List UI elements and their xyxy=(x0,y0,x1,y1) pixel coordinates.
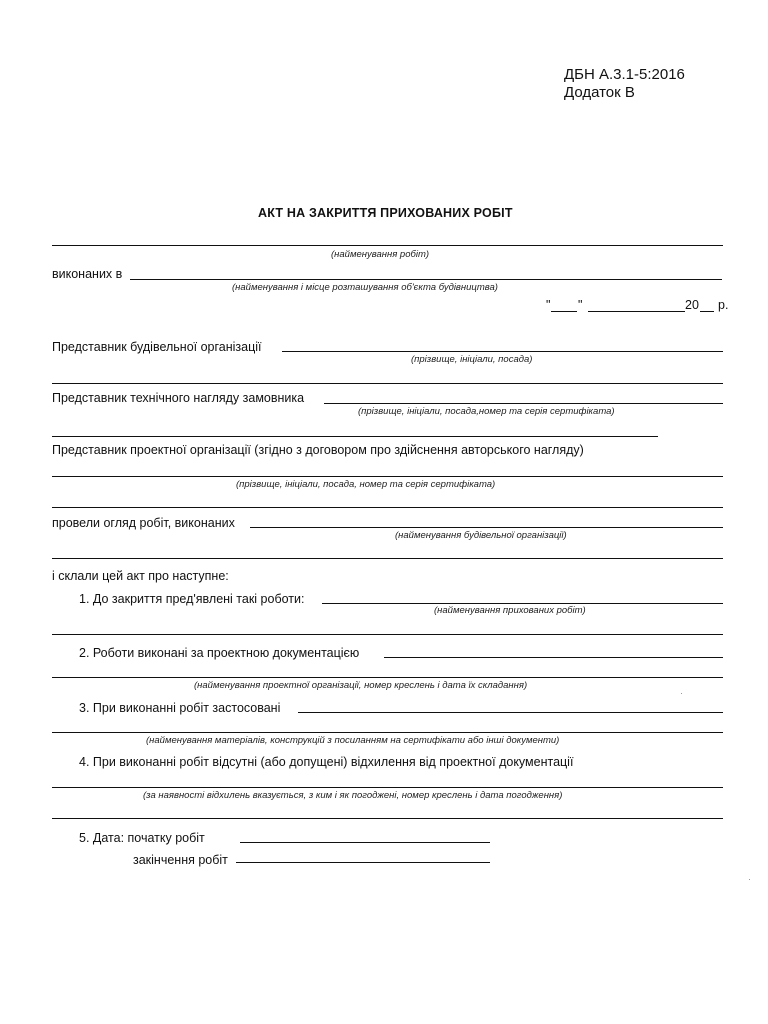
hidden-works-caption: (найменування прихованих робіт) xyxy=(434,605,586,616)
year-suffix: р. xyxy=(718,298,729,312)
design-doc-line[interactable] xyxy=(384,657,723,658)
date-quote-close: " xyxy=(578,298,583,312)
act-intro: і склали цей акт про наступне: xyxy=(52,569,229,583)
works-name-caption: (найменування робіт) xyxy=(331,249,430,260)
item4-label: 4. При виконанні робіт відсутні (або допущені) відхилення від проектної документації xyxy=(79,755,574,769)
item1-label: 1. До закриття пред'явлені такі роботи: xyxy=(79,592,305,606)
item3-label: 3. При виконанні робіт застосовані xyxy=(79,701,281,715)
item5-end-label: закінчення робіт xyxy=(133,853,228,867)
scan-speck xyxy=(749,879,750,880)
materials-extra-line[interactable] xyxy=(52,732,723,733)
date-year-line[interactable] xyxy=(700,311,714,312)
object-name-caption: (найменування і місце розташування об'єкта будівництва) xyxy=(232,282,498,293)
design-doc-extra-line[interactable] xyxy=(52,677,723,678)
builder-rep-extra-line[interactable] xyxy=(52,383,723,384)
executed-in-label: виконаних в xyxy=(52,267,123,281)
design-org-caption: (найменування проектної організації, номер креслень і дата їх складання) xyxy=(194,680,528,691)
builder-org-line[interactable] xyxy=(250,527,723,528)
materials-caption: (найменування матеріалів, конструкцій з посиланням на сертифікати або інші документи) xyxy=(146,735,560,746)
date-day-line[interactable] xyxy=(551,311,577,312)
tech-supervision-caption: (прізвище, ініціали, посада,номер та серія сертифіката) xyxy=(358,406,615,417)
materials-line[interactable] xyxy=(298,712,723,713)
year-prefix: 20 xyxy=(685,298,699,312)
item2-label: 2. Роботи виконані за проектною документацією xyxy=(79,646,360,660)
hidden-works-line[interactable] xyxy=(322,603,723,604)
object-name-line[interactable] xyxy=(130,279,722,280)
end-date-line[interactable] xyxy=(236,862,490,863)
builder-rep-label: Представник будівельної організації xyxy=(52,340,262,354)
scan-speck xyxy=(681,693,682,694)
builder-org-extra-line[interactable] xyxy=(52,558,723,559)
design-rep-label: Представник проектної організації (згідно з договором про здійснення авторського нагляду) xyxy=(52,443,584,457)
deviations-line[interactable] xyxy=(52,787,723,788)
deviations-extra-line[interactable] xyxy=(52,818,723,819)
deviations-caption: (за наявності відхилень вказується, з ким і як погоджені, номер креслень і дата погодження) xyxy=(143,790,563,801)
date-quote-open: " xyxy=(546,298,551,312)
design-rep-caption: (прізвище, ініціали, посада, номер та серія сертифіката) xyxy=(236,479,496,490)
document-title: АКТ НА ЗАКРИТТЯ ПРИХОВАНИХ РОБІТ xyxy=(258,206,513,220)
works-name-line[interactable] xyxy=(52,245,723,246)
tech-supervision-line[interactable] xyxy=(324,403,723,404)
inspected-label: провели огляд робіт, виконаних xyxy=(52,516,235,530)
builder-org-caption: (найменування будівельної організації) xyxy=(395,530,567,541)
appendix-label: Додаток В xyxy=(564,84,635,101)
hidden-works-extra-line[interactable] xyxy=(52,634,723,635)
builder-rep-line[interactable] xyxy=(282,351,723,352)
standard-code: ДБН А.3.1-5:2016 xyxy=(564,66,685,83)
design-rep-extra-line[interactable] xyxy=(52,507,723,508)
start-date-line[interactable] xyxy=(240,842,490,843)
builder-rep-caption: (прізвище, ініціали, посада) xyxy=(411,354,533,365)
tech-supervision-extra-line[interactable] xyxy=(52,436,658,437)
design-rep-line[interactable] xyxy=(52,476,723,477)
tech-supervision-label: Представник технічного нагляду замовника xyxy=(52,391,305,405)
item5-label: 5. Дата: початку робіт xyxy=(79,831,205,845)
date-month-line[interactable] xyxy=(588,311,685,312)
